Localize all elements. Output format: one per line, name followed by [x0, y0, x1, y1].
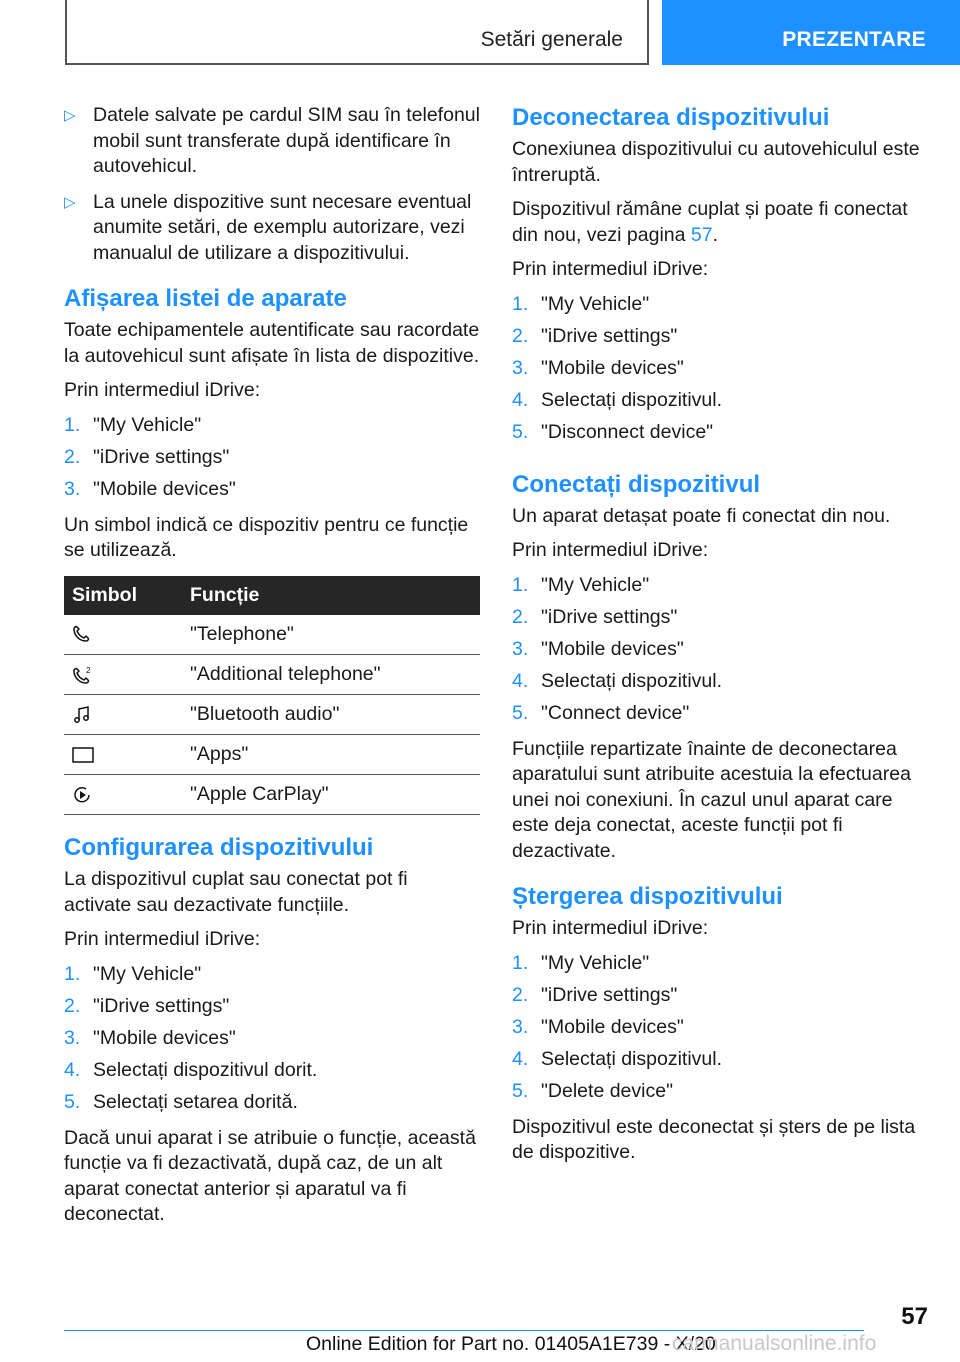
- paragraph: Dacă unui aparat i se atribuie o funcție, această funcție va fi dezactivată, după caz, de un alt aparat conectat anterior și aparatul va fi deconectat.: [64, 1126, 476, 1225]
- step-list: [512, 573, 928, 733]
- bullet-item: ▷ La unele dispozitive sunt necesare eventual anumite setări, de exemplu autorizare, vezi manualul de utilizare a dispozitivului.: [64, 190, 472, 264]
- page-reference-link[interactable]: 57: [690, 223, 713, 246]
- table-cell-function: "Additional telephone": [182, 655, 480, 695]
- table-cell-function: "Apps": [182, 735, 480, 775]
- header-section-tab: [65, 0, 649, 65]
- step-item: 3. "Mobile devices": [64, 1026, 236, 1049]
- footer-edition: Online Edition for Part no. 01405A1E739 - X/20: [306, 1333, 716, 1355]
- step-item: 1. "My Vehicle": [512, 292, 650, 315]
- column-header-symbol: Simbol: [64, 576, 182, 615]
- step-item: 4. Selectați dispozitivul.: [512, 669, 723, 692]
- step-item: 3. "Mobile devices": [512, 637, 684, 660]
- table-row: [64, 655, 480, 695]
- header-section-title: Setări generale: [480, 28, 623, 51]
- paragraph: Prin intermediul iDrive:: [512, 539, 709, 561]
- additional-telephone-icon: [64, 655, 182, 695]
- step-item: 2. "iDrive settings": [512, 983, 678, 1006]
- section-heading-device-config: Configurarea dispozitivului: [64, 834, 374, 861]
- step-list: [512, 951, 928, 1111]
- step-item: 1. "My Vehicle": [64, 962, 202, 985]
- step-list: [512, 292, 928, 452]
- table-row: [64, 695, 480, 735]
- step-item: 2. "iDrive settings": [64, 994, 230, 1017]
- section-heading-disconnect: Deconectarea dispozitivului: [512, 104, 830, 131]
- step-item: 3. "Mobile devices": [512, 1015, 684, 1038]
- triangle-bullet-icon: ▷: [64, 193, 76, 211]
- section-heading-connect: Conectați dispozitivul: [512, 470, 761, 498]
- table-row: [64, 615, 480, 655]
- step-item: 4. Selectați dispozitivul dorit.: [64, 1058, 318, 1081]
- music-note-icon: [64, 695, 182, 735]
- table-cell-function: "Apple CarPlay": [182, 775, 480, 815]
- paragraph: Prin intermediul iDrive:: [64, 379, 261, 401]
- section-heading-device-list: Afișarea listei de aparate: [64, 285, 347, 312]
- paragraph: Un aparat detașat poate fi conectat din nou.: [512, 504, 891, 527]
- paragraph: Conexiunea dispozitivului cu autovehiculul este întreruptă.: [512, 138, 920, 186]
- paragraph: Prin intermediul iDrive:: [512, 917, 709, 939]
- step-item: 5. Selectați setarea dorită.: [64, 1090, 298, 1113]
- step-item: 2. "iDrive settings": [64, 445, 230, 468]
- step-item: 3. "Mobile devices": [512, 356, 684, 379]
- table-header-row: [64, 576, 480, 615]
- step-item: 5. "Delete device": [512, 1079, 673, 1102]
- telephone-icon: [64, 615, 182, 655]
- header-chapter-title: PREZENTARE: [782, 28, 926, 51]
- paragraph: Un simbol indică ce dispozitiv pentru ce funcție se utilizează.: [64, 513, 469, 561]
- step-item: 5. "Connect device": [512, 701, 690, 724]
- bullet-item: ▷ Datele salvate pe cardul SIM sau în telefonul mobil sunt transferate după identificare în autovehicul.: [64, 104, 480, 177]
- table-cell-function: "Bluetooth audio": [182, 695, 480, 735]
- column-header-function: Funcție: [182, 576, 480, 615]
- watermark: carmanualsonline.info: [672, 1332, 877, 1355]
- step-item: 5. "Disconnect device": [512, 420, 714, 443]
- paragraph: Dispozitivul este deconectat și șters de pe lista de dispozitive.: [512, 1115, 916, 1163]
- right-column: [512, 103, 928, 1175]
- paragraph: Dispozitivul rămâne cuplat și poate fi conectat din nou, vezi pagina 57.: [512, 198, 908, 246]
- step-item: 4. Selectați dispozitivul.: [512, 1047, 723, 1070]
- step-list: [64, 962, 480, 1122]
- paragraph: Funcțiile repartizate înainte de deconectarea aparatului sunt atribuite acestuia la efectuarea unei noi conexiuni. În cazul unul aparat care este deja conectat, aceste funcții pot fi dezactivate.: [512, 737, 911, 862]
- step-list: [64, 413, 480, 509]
- table-row: [64, 735, 480, 775]
- apps-icon: [64, 735, 182, 775]
- note-bullet-list: [64, 103, 480, 266]
- footer-divider: [64, 1330, 864, 1331]
- paragraph: Prin intermediul iDrive:: [512, 258, 709, 280]
- step-item: 2. "iDrive settings": [512, 324, 678, 347]
- paragraph: La dispozitivul cuplat sau conectat pot fi activate sau dezactivate funcțiile.: [64, 868, 408, 916]
- carplay-icon: [64, 775, 182, 815]
- left-column: [64, 103, 480, 1237]
- table-row: [64, 775, 480, 815]
- triangle-bullet-icon: ▷: [64, 107, 76, 124]
- step-item: 3. "Mobile devices": [64, 477, 236, 500]
- table-cell-function: "Telephone": [182, 615, 480, 655]
- section-heading-delete: Ștergerea dispozitivului: [512, 883, 783, 910]
- step-item: 2. "iDrive settings": [512, 605, 678, 628]
- paragraph: Prin intermediul iDrive:: [64, 928, 261, 950]
- step-item: 4. Selectați dispozitivul.: [512, 388, 723, 411]
- step-item: 1. "My Vehicle": [512, 951, 650, 974]
- header-chapter-tab: [662, 0, 960, 65]
- step-item: 1. "My Vehicle": [64, 413, 202, 436]
- symbol-table: [64, 576, 480, 816]
- svg-text:2: 2: [86, 665, 91, 675]
- paragraph: Toate echipamentele autentificate sau racordate la autovehicul sunt afișate în lista de dispozitive.: [64, 319, 480, 367]
- page-number: 57: [901, 1303, 928, 1330]
- step-item: 1. "My Vehicle": [512, 573, 650, 596]
